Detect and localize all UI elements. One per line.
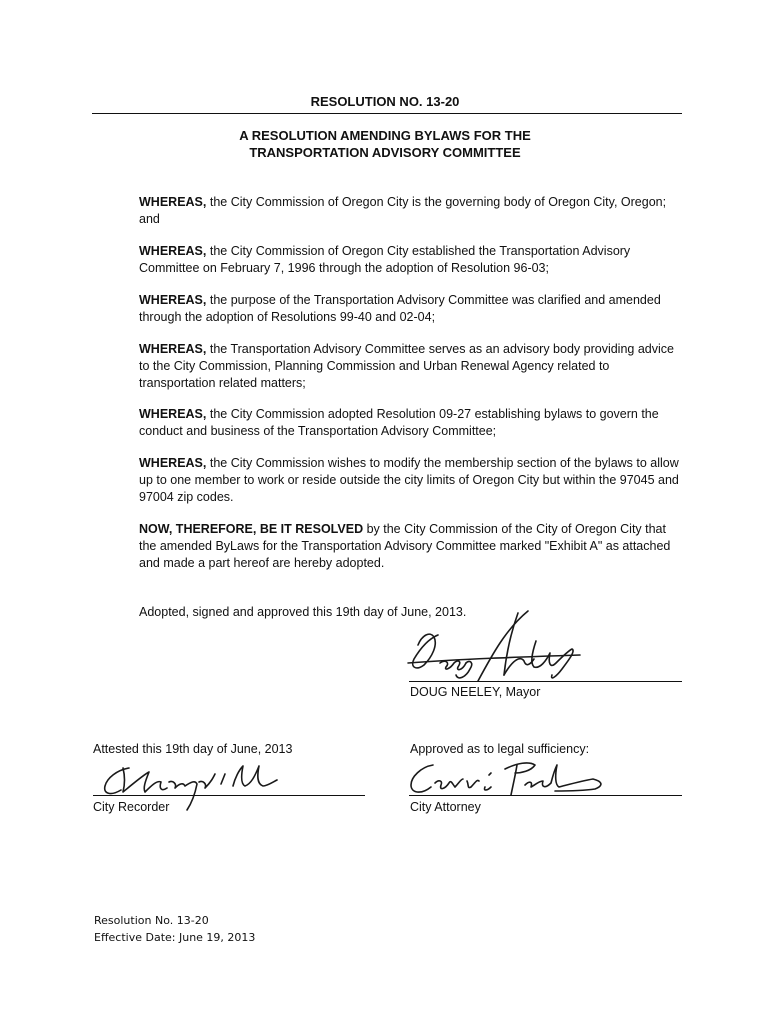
whereas-paragraph	[93, 341, 685, 392]
mayor-caption: DOUG NEELEY, Mayor	[410, 685, 541, 699]
whereas-paragraph	[93, 194, 685, 228]
paragraph-lead: NOW, THEREFORE, BE IT RESOLVED	[139, 522, 364, 536]
paragraph-text: the City Commission wishes to modify the membership section of the bylaws to allow up to one member to work or reside outside the city limits of Oregon City but within the 97045 and 97004 zip codes.	[139, 456, 679, 504]
resolved-paragraph	[93, 521, 685, 572]
paragraph-lead: WHEREAS,	[139, 244, 207, 258]
mayor-signature-line	[409, 681, 682, 682]
whereas-paragraph	[93, 243, 685, 277]
whereas-paragraph	[93, 406, 685, 440]
recorder-caption: City Recorder	[93, 800, 170, 814]
whereas-paragraph	[93, 455, 685, 506]
attorney-caption: City Attorney	[410, 800, 481, 814]
attorney-signature-line	[409, 795, 682, 796]
footer-resolution-number: Resolution No. 13-20	[94, 914, 209, 927]
paragraph-text: the purpose of the Transportation Advisory Committee was clarified and amended through the adoption of Resolutions 99-40 and 02-04;	[139, 293, 661, 324]
whereas-paragraph	[93, 292, 685, 326]
subtitle-line-1: A RESOLUTION AMENDING BYLAWS FOR THE	[239, 128, 531, 143]
title-rule	[92, 113, 682, 114]
resolution-title: RESOLUTION NO. 13-20	[310, 94, 460, 109]
paragraph-lead: WHEREAS,	[139, 195, 207, 209]
approved-statement: Approved as to legal sufficiency:	[410, 742, 590, 756]
paragraph-text: by the City Commission of the City of Oregon City that the amended ByLaws for the Transportation Advisory Committee marked "Exhibit A" as attached and made a part hereof are hereby adopted.	[139, 522, 671, 570]
recorder-signature-line	[93, 795, 365, 796]
paragraph-text: the Transportation Advisory Committee serves as an advisory body providing advice to the City Commission, Planning Commission and Urban Renewal Agency related to transportation related matters;	[139, 342, 674, 390]
paragraph-text: the City Commission of Oregon City is the governing body of Oregon City, Oregon; and	[139, 195, 667, 226]
footer-effective-date: Effective Date: June 19, 2013	[94, 931, 256, 944]
paragraph-text: the City Commission adopted Resolution 09-27 establishing bylaws to govern the conduct and business of the Transportation Advisory Committee;	[139, 407, 659, 438]
paragraph-text: the City Commission of Oregon City established the Transportation Advisory Committee on February 7, 1996 through the adoption of Resolution 96-03;	[139, 244, 631, 275]
attested-statement: Attested this 19th day of June, 2013	[93, 742, 293, 756]
paragraph-lead: WHEREAS,	[139, 342, 207, 356]
paragraph-lead: WHEREAS,	[139, 456, 207, 470]
paragraph-lead: WHEREAS,	[139, 293, 207, 307]
subtitle-line-2: TRANSPORTATION ADVISORY COMMITTEE	[249, 145, 521, 160]
paragraph-lead: WHEREAS,	[139, 407, 207, 421]
adopted-statement: Adopted, signed and approved this 19th day of June, 2013.	[139, 605, 467, 619]
